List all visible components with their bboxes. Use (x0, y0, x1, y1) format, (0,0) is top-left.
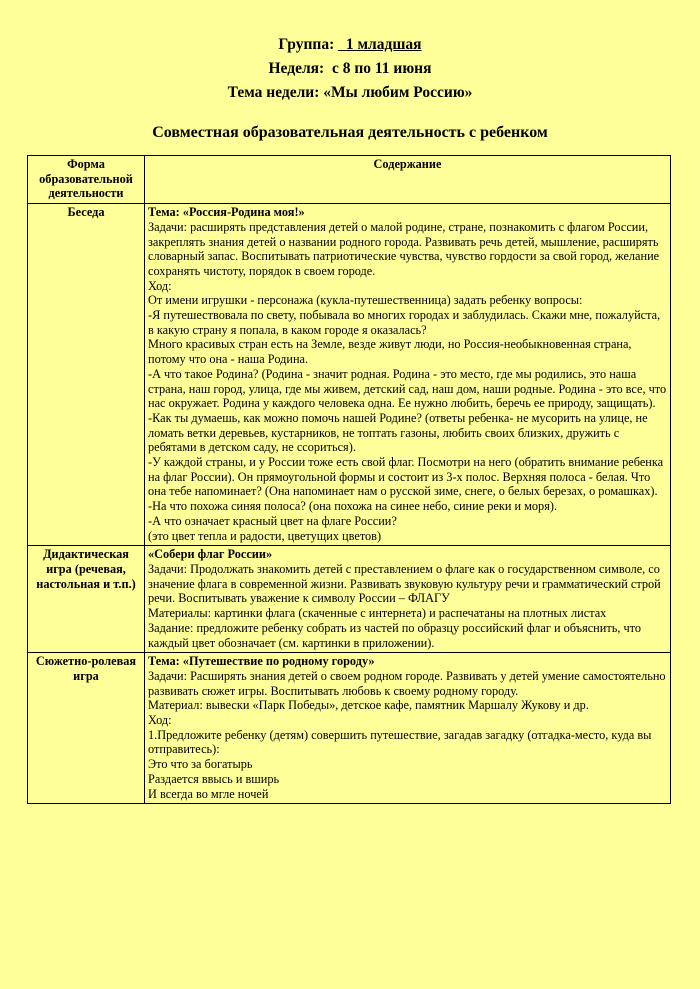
content-line: -А что такое Родина? (Родина - значит родная. Родина - это место, где мы родились, это наша страна, наш город, улица, где мы живем, детский сад, наш дом, наши родные. Родина - это все, что нас окружает. Родина у каждого человека одна. Ее нужно любить, беречь ее природу, защищать). (148, 366, 667, 411)
content-line: -У каждой страны, и у России тоже есть свой флаг. Посмотри на него (обратить внимание ребенка на флаг России). Он прямоугольной формы и состоит из 3-х полос. Верхняя полоса - белая. Что она тебе напоминает? (Она напоминает нам о русской зиме, снеге, о белых березах, о ромашках). (148, 455, 664, 499)
week-line (0, 57, 700, 81)
document-header (0, 0, 700, 105)
activity-form-cell: Беседа (28, 204, 145, 546)
content-line: -На что похожа синяя полоса? (она похожа на синее небо, синие реки и моря). (148, 499, 558, 514)
content-line: Задачи: расширять представления детей о малой родине, стране, познакомить с флагом России, закреплять знания детей о названии родного города. Развивать речь детей, мышление, расширять словарный запас. Воспитывать патриотические чувства, чувство гордости за свой город, желание сохранять чистоту, порядок в своем городе. (148, 219, 660, 278)
activity-form-cell: Дидактическая игра (речевая, настольная и т.п.) (28, 546, 145, 653)
content-line: Много красивых стран есть на Земле, везде живут люди, но Россия-необыкновенная страна, потому что она - наша Родина. (148, 337, 632, 367)
table-row (28, 546, 671, 653)
theme-value: «Мы любим Россию» (323, 84, 473, 101)
activity-content-cell (145, 204, 671, 546)
activity-form-cell: Сюжетно-ролевая игра (28, 653, 145, 804)
content-title: Тема: «Россия-Родина моя!» (148, 205, 305, 220)
col-header-content: Содержание (145, 156, 671, 204)
content-title: Тема: «Путешествие по родному городу» (148, 654, 375, 669)
group-value: 1 младшая (345, 36, 422, 53)
group-line (0, 33, 700, 57)
content-line: Задачи: Продолжать знакомить детей с преставлением о флаге как о государственном символе, со значение флага в современной жизни. Развивать звуковую культуру речи и грамматический строй речи. Воспитывать уважение к символу России – ФЛАГУ (148, 561, 661, 606)
week-value: с 8 по 11 июня (331, 60, 432, 77)
table-row (28, 653, 671, 804)
activity-content-cell (145, 653, 671, 804)
activity-table (27, 155, 671, 804)
col-header-form: Форма образовательной деятельности (28, 156, 145, 204)
content-line: -Я путешествовала по свету, побывала во многих городах и заблудилась. Скажи мне, пожалуйста, в какую страну я попала, в каком городе я оказалась? (148, 308, 661, 337)
theme-label: Тема недели: (227, 84, 320, 101)
content-line: Это что за богатырь (148, 757, 253, 772)
content-line: -А что означает красный цвет на флаге России? (148, 513, 397, 528)
theme-line (0, 81, 700, 105)
content-line: Раздается ввысь и вширь (148, 771, 280, 786)
content-line: И всегда во мгле ночей (148, 786, 269, 801)
content-line: Задачи: Расширять знания детей о своем родном городе. Развивать у детей умение самостоятельно развивать сюжет игры. Воспитывать любовь к своему родному городу. (148, 668, 666, 698)
content-line: Материалы: картинки флага (скаченные с интернета) и распечатаны на плотных листах (148, 606, 607, 621)
content-line: 1.Предложите ребенку (детям) совершить путешествие, загадав загадку (отгадка-место, куда вы отправитесь): (148, 727, 652, 757)
content-line: (это цвет тепла и радости, цветущих цветов) (148, 528, 382, 543)
content-line: -Как ты думаешь, как можно помочь нашей Родине? (ответы ребенка- не мусорить на улице, не ломать ветки деревьев, кустарников, не топтать газоны, любить своих близких, дружить с ребятами в детском саду, не ссориться). (148, 410, 648, 455)
section-title: Совместная образовательная деятельность с ребенком (152, 124, 548, 141)
content-line: Задание: предложите ребенку собрать из частей по образцу российский флаг и объяснить, что каждый цвет обозначает (см. картинки в приложении). (148, 620, 642, 650)
content-line: Материал: вывески «Парк Победы», детское кафе, памятник Маршалу Жукову и др. (148, 698, 589, 713)
group-label: Группа: (278, 36, 335, 53)
activity-content-cell (145, 546, 671, 653)
content-line: Ход: (148, 278, 172, 293)
week-label: Неделя: (268, 60, 325, 77)
table-row (28, 204, 671, 546)
content-line: От имени игрушки - персонажа (кукла-путешественница) задать ребенку вопросы: (148, 293, 583, 308)
content-title: «Собери флаг России» (148, 547, 273, 562)
table-header-row (28, 156, 671, 204)
content-line: Ход: (148, 713, 172, 728)
